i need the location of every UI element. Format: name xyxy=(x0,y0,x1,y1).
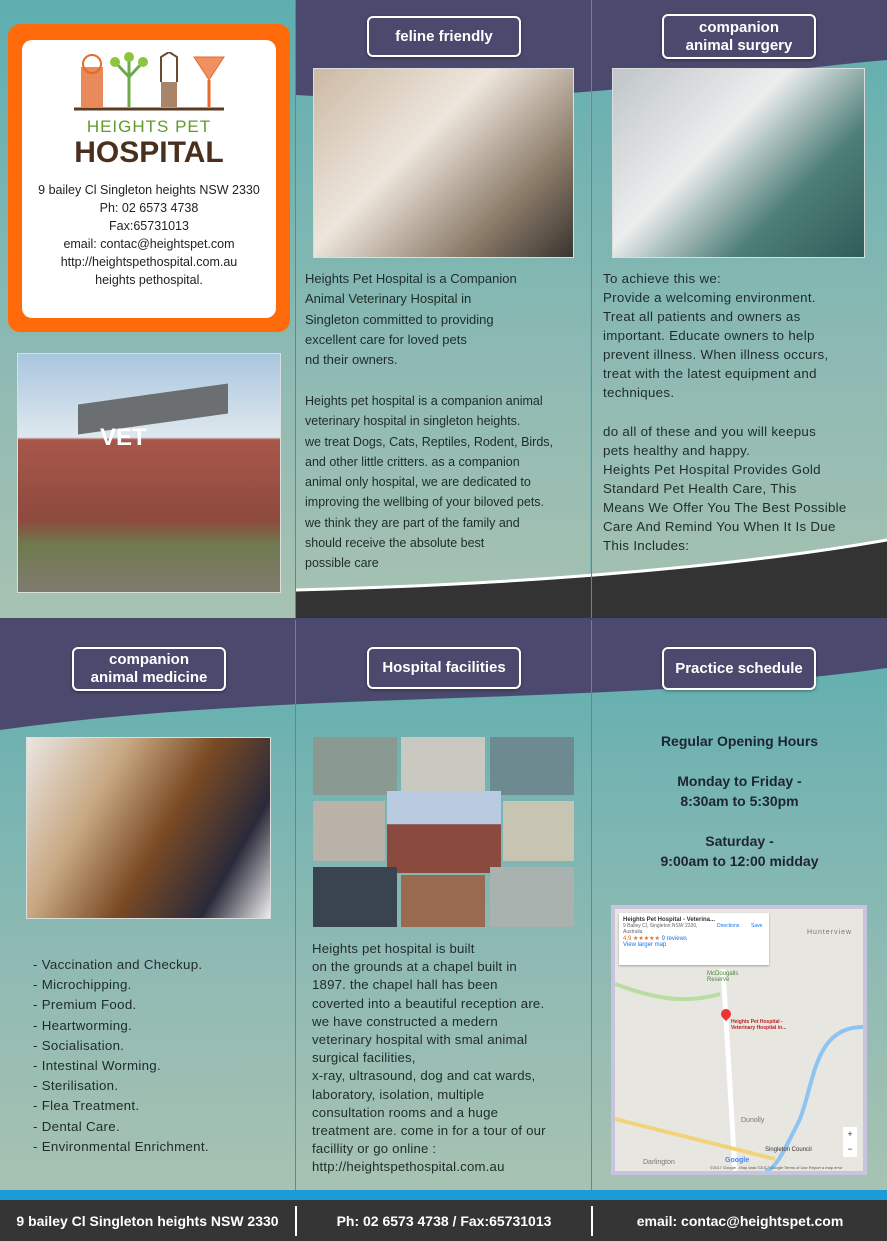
service-item: - Socialisation. xyxy=(33,1037,125,1053)
map-area-label: Dunolly xyxy=(741,1117,765,1124)
paws-logo-icon xyxy=(69,52,229,112)
feline-intro-text: Heights Pet Hospital is a Companion Animal Veterinary Hospital in Singleton committed to providing excellent care for loved pets nd their owners. xyxy=(305,271,517,368)
footer-address: 9 bailey Cl Singleton heights NSW 2330 xyxy=(16,1212,279,1229)
social-handle: heights pethospital. xyxy=(95,273,203,287)
contact-card xyxy=(8,24,290,332)
footer-stripe xyxy=(0,1190,887,1200)
address: 9 bailey Cl Singleton heights NSW 2330 xyxy=(38,183,260,197)
medicine-heading: companion animal medicine xyxy=(72,647,226,691)
building-photo xyxy=(17,353,281,593)
saturday-label: Saturday - xyxy=(705,833,774,849)
zoom-out-button[interactable]: − xyxy=(847,1144,853,1154)
email[interactable]: email: contac@heightspet.com xyxy=(63,237,235,251)
facilities-heading: Hospital facilities xyxy=(367,647,521,689)
service-item: - Microchipping. xyxy=(33,977,132,993)
logo-hospital: HOSPITAL xyxy=(74,136,224,169)
service-item: - Vaccination and Checkup. xyxy=(33,957,203,972)
zoom-in-button[interactable]: + xyxy=(847,1129,853,1139)
map-embed[interactable] xyxy=(611,905,867,1175)
footer-email[interactable]: email: contac@heightspet.com xyxy=(636,1212,844,1229)
service-item: - Flea Treatment. xyxy=(33,1098,140,1114)
facilities-collage xyxy=(313,737,574,927)
save-button[interactable]: Save xyxy=(751,923,763,929)
saturday-hours: 9:00am to 12:00 midday xyxy=(660,853,819,869)
opening-hours xyxy=(592,731,887,871)
vet-dog-photo xyxy=(26,737,271,919)
map-rating: 4.9 ★★★★★ xyxy=(623,936,660,942)
service-item: - Intestinal Worming. xyxy=(33,1058,161,1074)
feline-friendly-heading: feline friendly xyxy=(367,16,521,57)
map-reviews-link[interactable]: 9 reviews xyxy=(661,936,687,942)
map-pin-label: Heights Pet Hospital - Veterinary Hospital in... xyxy=(731,1019,787,1031)
weekday-hours: 8:30am to 5:30pm xyxy=(680,793,799,809)
surgery-standard-text: do all of these and you will keepus pets healthy and happy. Heights Pet Hospital Provides Gold Standard Pet Health Care, This Means We Offer You The Best Possible Care And Remind You When It Is Due This Includes: xyxy=(603,424,847,553)
service-item: - Premium Food. xyxy=(33,997,137,1013)
service-item: - Dental Care. xyxy=(33,1118,120,1134)
facilities-text: Heights pet hospital is built on the grounds at a chapel built in 1897. the chapel hall has been coverted into a beautiful reception are. we have constructed a medern veterinary hospital with smal animal surgical facilities, x-ray, ultrasound, dog and cat wards, laboratory, isolation, multiple consultation rooms and a huge treatment are. come in for a tour of our facillity or go online : http://heightspethospital.com.au xyxy=(312,941,546,1175)
weekday-label: Monday to Friday - xyxy=(677,773,802,789)
map-place-address: 9 Bailey Cl, Singleton NSW 2330, Australia xyxy=(623,923,698,935)
hours-heading: Regular Opening Hours xyxy=(660,733,819,749)
feline-about-text: Heights pet hospital is a companion animal veterinary hospital in singleton heights. we treat Dogs, Cats, Reptiles, Rodent, Birds, and other little critters. as a companion animal only hospital, we are dedicated to improving the wellbing of your biloved pets. we think they are part of the family and should receive the absolute best possible care xyxy=(305,394,554,571)
map-area-label: Singleton Council xyxy=(765,1147,812,1153)
cat-photo xyxy=(313,68,574,258)
service-item: - Environmental Enrichment. xyxy=(33,1138,209,1154)
service-item: - Sterilisation. xyxy=(33,1078,119,1094)
map-area-label: Hunterview xyxy=(807,929,853,936)
website-link[interactable]: http://heightspethospital.com.au xyxy=(60,255,238,269)
map-attribution: ©2017 Google - Map data ©2017 Google Terms of Use Report a map error xyxy=(710,1165,843,1170)
surgeon-photo xyxy=(612,68,865,258)
view-larger-map-link[interactable]: View larger map xyxy=(623,942,667,948)
schedule-heading: Practice schedule xyxy=(662,647,816,690)
map-place-name: Heights Pet Hospital - Veterina... xyxy=(623,917,716,923)
google-logo: Google xyxy=(725,1157,750,1164)
service-item: - Heartworming. xyxy=(33,1017,133,1033)
divider xyxy=(591,620,592,1190)
map-area-label: McDougalls Reserve xyxy=(707,971,739,983)
logo-heights-pet: HEIGHTS PET xyxy=(86,117,212,136)
phone: Ph: 02 6573 4738 xyxy=(99,201,199,215)
fax: Fax:65731013 xyxy=(109,219,189,233)
map-area-label: Darlington xyxy=(643,1159,675,1166)
directions-button[interactable]: Directions xyxy=(717,923,740,929)
services-list xyxy=(33,955,209,1157)
surgery-heading: companion animal surgery xyxy=(662,14,816,59)
divider xyxy=(295,620,296,1190)
vet-sign: VET xyxy=(100,424,147,451)
footer-phone: Ph: 02 6573 4738 / Fax:65731013 xyxy=(336,1212,552,1229)
surgery-goals-text: To achieve this we: Provide a welcoming environment. Treat all patients and owners as important. Educate owners to help prevent illness. When illness occurs, treat with the latest equipment and techniques. xyxy=(603,271,829,400)
